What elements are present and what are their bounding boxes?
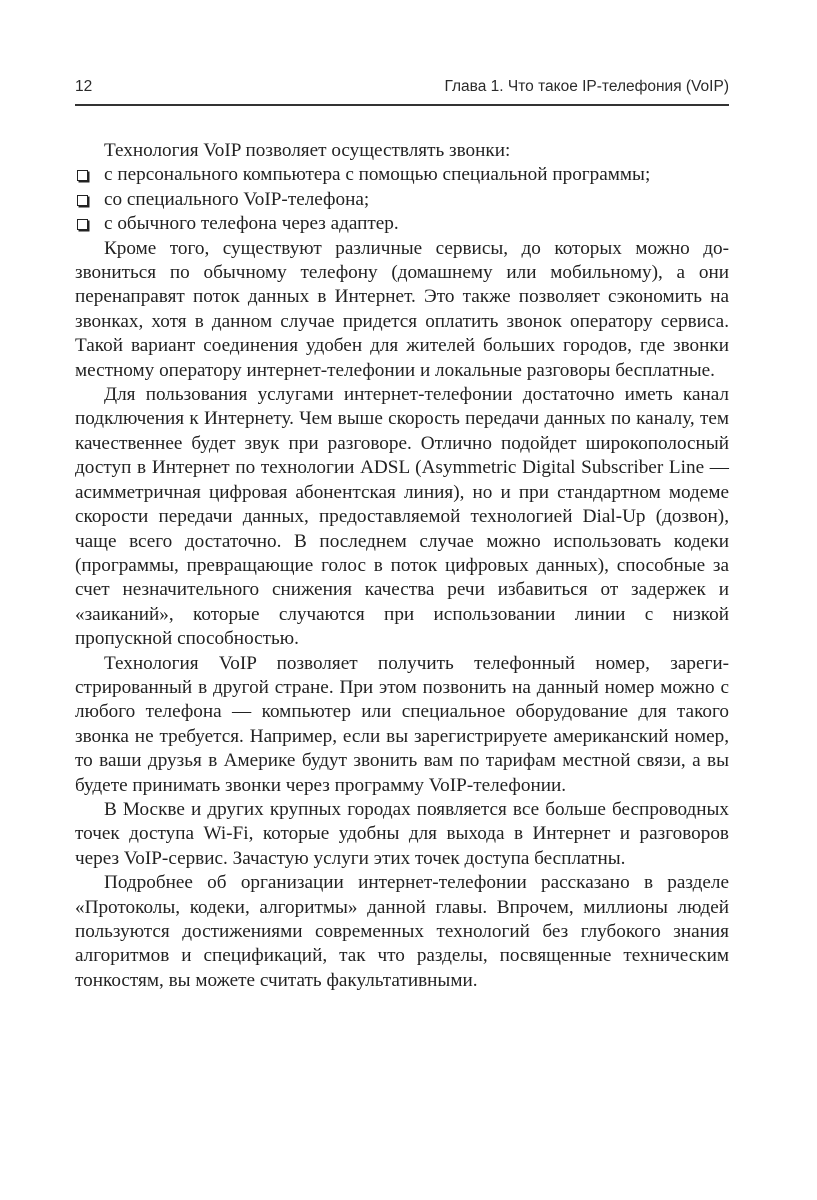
header-rule [75, 104, 729, 106]
list-item [75, 163, 729, 187]
intro-paragraph: Технология VoIP позволяет осуществлять звонки: [104, 140, 511, 161]
checkbox-bullet-icon [77, 170, 88, 181]
call-methods-list [75, 163, 729, 236]
list-item-text: с персонального компьютера с помощью специальной программы; [104, 164, 651, 186]
list-item [75, 188, 729, 212]
checkbox-bullet-icon [77, 219, 88, 230]
list-item-text: с обычного телефона через адаптер. [104, 213, 399, 235]
running-head [75, 78, 729, 102]
paragraph-services: Кроме того, существуют различные сервисы, до которых можно дозвониться по обычному телефону (домашнему или мобильному), а они перенаправят поток данных в Интернет. Это также позволяет сэкономить на звонках, хотя в данном случае придется оплатить звонок оператору сервиса. Такой вариант соединения удобен для жителей больших городов, где звонки местному оператору интернет-телефонии и локальные разговоры бесплатные. [75, 237, 729, 381]
paragraph-connection: Для пользования услугами интернет-телефонии достаточно иметь канал подключения к Интернету. Чем выше скорость передачи данных по каналу, тем качественнее будет звук при разговоре. Отлично подойдет широкополосный доступ в Интернет по технологии ADSL (Asymmetric Digital Subscriber Line — асимметричная цифровая абонентская линия), но и при стандартном модеме скорости передачи данных, предоставляемой технологией Dial-Up (дозвон), чаще всего достаточно. В последнем случае можно использовать кодеки (программы, превращающие голос в поток цифровых данных), способные за счет незначительного снижения качества речи избавиться от задержек и «заиканий», которые случаются при использовании линии с низкой пропускной способностью. [75, 384, 729, 650]
list-item [75, 212, 729, 236]
paragraph-more-info: Подробнее об организации интернет-телефонии рассказано в разделе «Протоколы, кодеки, алгоритмы» данной главы. Впрочем, миллионы людей пользуются достижениями современных технологий без глубокого знания алгоритмов и спецификаций, так что разделы, посвященные техническим тонкостям, вы можете считать факультативными. [75, 872, 729, 991]
paragraph-wifi: В Москве и других крупных городах появляется все больше беспроводных точек доступа Wi-Fi, которые удобны для выхода в Интернет и разговоров через VoIP-сервис. Зачастую услуги этих точек доступа бесплатны. [75, 798, 729, 869]
page-number: 12 [75, 78, 93, 95]
checkbox-bullet-icon [77, 195, 88, 206]
paragraph-foreign-number: Технология VoIP позволяет получить телефонный номер, зарегистрированный в другой стране. При этом позвонить на данный номер можно с любого телефона — компьютер или специальное оборудование для такого звонка не требуется. Например, если вы зарегистрируете американский номер, то ваши друзья в Америке будут звонить вам по тарифам местной связи, а вы будете принимать звонки через программу VoIP-телефонии. [75, 652, 729, 796]
body-text [75, 139, 729, 993]
list-item-text: со специального VoIP-телефона; [104, 188, 370, 210]
chapter-title: Глава 1. Что такое IP-телефония (VoIP) [444, 78, 729, 95]
